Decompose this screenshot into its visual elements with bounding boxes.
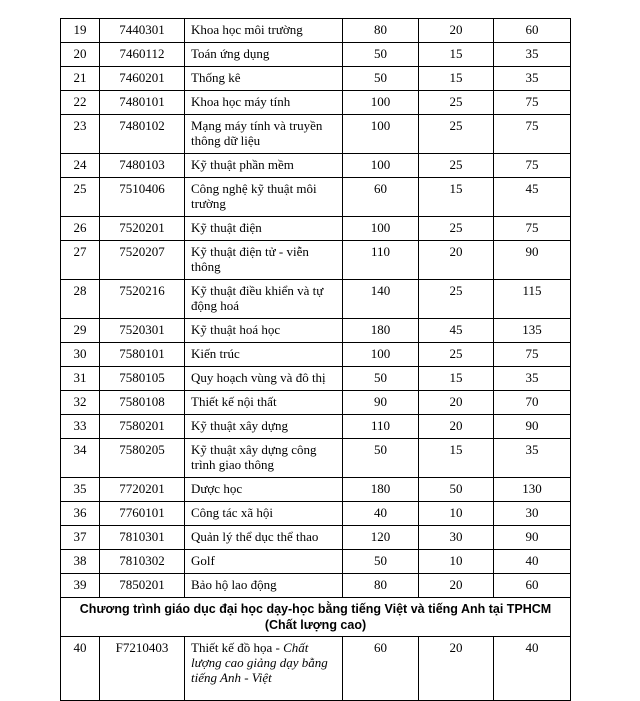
cell-code: 7810302	[100, 550, 185, 574]
cell-code: 7440301	[100, 19, 185, 43]
cell-major-name: Khoa học máy tính	[185, 91, 343, 115]
cell-total: 50	[343, 67, 419, 91]
cell-code: 7520207	[100, 241, 185, 280]
cell-code: 7520201	[100, 217, 185, 241]
cell-quota-1: 25	[419, 91, 494, 115]
cell-total: 100	[343, 115, 419, 154]
cell-total: 100	[343, 91, 419, 115]
table-row	[61, 502, 571, 526]
cell-stt: 35	[61, 478, 100, 502]
section-heading: Chương trình giáo dục đại học dạy-học bằng tiếng Việt và tiếng Anh tại TPHCM (Chất lượng cao)	[61, 598, 571, 637]
cell-quota-1: 20	[419, 415, 494, 439]
cell-stt: 22	[61, 91, 100, 115]
cell-code: 7580201	[100, 415, 185, 439]
table-body-main	[61, 19, 571, 598]
cell-major-name: Dược học	[185, 478, 343, 502]
cell-major-name: Kỹ thuật phần mềm	[185, 154, 343, 178]
cell-code: 7720201	[100, 478, 185, 502]
cell-total: 90	[343, 391, 419, 415]
cell-quota-1: 30	[419, 526, 494, 550]
cell-code: 7850201	[100, 574, 185, 598]
cell-quota-2: 90	[494, 526, 571, 550]
cell-code: 7580105	[100, 367, 185, 391]
cell-total: 100	[343, 343, 419, 367]
cell-stt: 30	[61, 343, 100, 367]
cell-quota-1: 20	[419, 637, 494, 701]
cell-total: 100	[343, 154, 419, 178]
cell-total: 50	[343, 550, 419, 574]
cell-total: 100	[343, 217, 419, 241]
table-row	[61, 415, 571, 439]
cell-stt: 29	[61, 319, 100, 343]
table-row	[61, 478, 571, 502]
cell-major-name: Công tác xã hội	[185, 502, 343, 526]
cell-stt: 34	[61, 439, 100, 478]
cell-quota-2: 35	[494, 67, 571, 91]
cell-quota-2: 75	[494, 343, 571, 367]
cell-code: 7510406	[100, 178, 185, 217]
admission-quota-table	[60, 18, 571, 701]
cell-quota-2: 75	[494, 217, 571, 241]
cell-major-name: Kỹ thuật điện tử - viễn thông	[185, 241, 343, 280]
cell-total: 80	[343, 574, 419, 598]
table-row	[61, 367, 571, 391]
table-row	[61, 637, 571, 701]
cell-code: 7580108	[100, 391, 185, 415]
cell-stt: 33	[61, 415, 100, 439]
major-name-plain: Thiết kế đồ họa -	[191, 640, 284, 655]
cell-major-name: Golf	[185, 550, 343, 574]
cell-code: 7520216	[100, 280, 185, 319]
cell-quota-1: 15	[419, 439, 494, 478]
cell-quota-1: 20	[419, 574, 494, 598]
cell-quota-1: 15	[419, 178, 494, 217]
cell-quota-1: 25	[419, 154, 494, 178]
table-row	[61, 241, 571, 280]
cell-code: 7480102	[100, 115, 185, 154]
table-row	[61, 319, 571, 343]
cell-quota-1: 20	[419, 19, 494, 43]
cell-quota-2: 30	[494, 502, 571, 526]
cell-stt: 36	[61, 502, 100, 526]
cell-total: 40	[343, 502, 419, 526]
table-row	[61, 391, 571, 415]
table-row	[61, 439, 571, 478]
cell-quota-1: 15	[419, 43, 494, 67]
cell-code: F7210403	[100, 637, 185, 701]
cell-total: 60	[343, 637, 419, 701]
cell-code: 7460201	[100, 67, 185, 91]
cell-major-name: Quản lý thể dục thể thao	[185, 526, 343, 550]
cell-quota-2: 90	[494, 241, 571, 280]
cell-major-name: Kỹ thuật xây dựng công trình giao thông	[185, 439, 343, 478]
cell-quota-2: 75	[494, 91, 571, 115]
table-row	[61, 43, 571, 67]
cell-stt: 25	[61, 178, 100, 217]
table-row	[61, 91, 571, 115]
cell-quota-2: 40	[494, 637, 571, 701]
cell-total: 50	[343, 367, 419, 391]
cell-quota-2: 60	[494, 574, 571, 598]
table-row	[61, 154, 571, 178]
cell-quota-1: 25	[419, 280, 494, 319]
cell-stt: 28	[61, 280, 100, 319]
cell-quota-2: 35	[494, 43, 571, 67]
cell-major-name: Mạng máy tính và truyền thông dữ liệu	[185, 115, 343, 154]
table-row	[61, 67, 571, 91]
table-row	[61, 343, 571, 367]
table-body-clc	[61, 598, 571, 701]
cell-code: 7760101	[100, 502, 185, 526]
cell-major-name: Bảo hộ lao động	[185, 574, 343, 598]
cell-quota-2: 115	[494, 280, 571, 319]
cell-quota-1: 20	[419, 391, 494, 415]
cell-major-name: Kỹ thuật điều khiển và tự động hoá	[185, 280, 343, 319]
cell-quota-2: 70	[494, 391, 571, 415]
cell-quota-1: 25	[419, 217, 494, 241]
cell-code: 7480103	[100, 154, 185, 178]
cell-stt: 24	[61, 154, 100, 178]
table-row	[61, 217, 571, 241]
cell-quota-2: 90	[494, 415, 571, 439]
cell-quota-2: 45	[494, 178, 571, 217]
cell-major-name: Kỹ thuật hoá học	[185, 319, 343, 343]
table-row	[61, 550, 571, 574]
cell-quota-1: 10	[419, 502, 494, 526]
cell-quota-1: 25	[419, 115, 494, 154]
cell-code: 7810301	[100, 526, 185, 550]
cell-quota-1: 10	[419, 550, 494, 574]
cell-total: 50	[343, 439, 419, 478]
cell-quota-1: 50	[419, 478, 494, 502]
cell-code: 7480101	[100, 91, 185, 115]
cell-major-name: Kiến trúc	[185, 343, 343, 367]
cell-major-name: Quy hoạch vùng và đô thị	[185, 367, 343, 391]
cell-major-name: Thống kê	[185, 67, 343, 91]
cell-major-name: Kỹ thuật xây dựng	[185, 415, 343, 439]
table-row	[61, 115, 571, 154]
cell-quota-1: 15	[419, 367, 494, 391]
cell-quota-2: 60	[494, 19, 571, 43]
cell-major-name: Kỹ thuật điện	[185, 217, 343, 241]
cell-stt: 32	[61, 391, 100, 415]
table-row	[61, 178, 571, 217]
cell-major-name	[185, 637, 343, 701]
cell-quota-2: 35	[494, 367, 571, 391]
cell-total: 180	[343, 478, 419, 502]
cell-quota-2: 40	[494, 550, 571, 574]
cell-code: 7520301	[100, 319, 185, 343]
cell-major-name: Thiết kế nội thất	[185, 391, 343, 415]
cell-stt: 20	[61, 43, 100, 67]
cell-stt: 23	[61, 115, 100, 154]
section-heading-row	[61, 598, 571, 637]
table-row	[61, 280, 571, 319]
table-row	[61, 574, 571, 598]
cell-stt: 26	[61, 217, 100, 241]
cell-quota-1: 15	[419, 67, 494, 91]
cell-quota-1: 25	[419, 343, 494, 367]
table-row	[61, 526, 571, 550]
cell-code: 7580205	[100, 439, 185, 478]
cell-total: 60	[343, 178, 419, 217]
cell-stt: 38	[61, 550, 100, 574]
cell-quota-2: 135	[494, 319, 571, 343]
cell-total: 140	[343, 280, 419, 319]
cell-stt: 37	[61, 526, 100, 550]
cell-total: 110	[343, 241, 419, 280]
cell-quota-2: 75	[494, 115, 571, 154]
cell-quota-1: 45	[419, 319, 494, 343]
cell-code: 7460112	[100, 43, 185, 67]
cell-stt: 31	[61, 367, 100, 391]
major-name-italic: Chất lượng cao giảng dạy bằng tiếng Anh - Việt	[191, 640, 328, 685]
cell-quota-2: 35	[494, 439, 571, 478]
table-row	[61, 19, 571, 43]
cell-stt: 21	[61, 67, 100, 91]
cell-total: 50	[343, 43, 419, 67]
cell-quota-1: 20	[419, 241, 494, 280]
cell-major-name: Khoa học môi trường	[185, 19, 343, 43]
cell-stt: 19	[61, 19, 100, 43]
cell-quota-2: 75	[494, 154, 571, 178]
cell-major-name: Công nghệ kỹ thuật môi trường	[185, 178, 343, 217]
cell-total: 120	[343, 526, 419, 550]
cell-stt: 27	[61, 241, 100, 280]
cell-stt: 40	[61, 637, 100, 701]
cell-stt: 39	[61, 574, 100, 598]
document-page	[60, 18, 570, 701]
cell-total: 110	[343, 415, 419, 439]
cell-major-name: Toán ứng dụng	[185, 43, 343, 67]
cell-code: 7580101	[100, 343, 185, 367]
cell-total: 80	[343, 19, 419, 43]
cell-quota-2: 130	[494, 478, 571, 502]
cell-total: 180	[343, 319, 419, 343]
